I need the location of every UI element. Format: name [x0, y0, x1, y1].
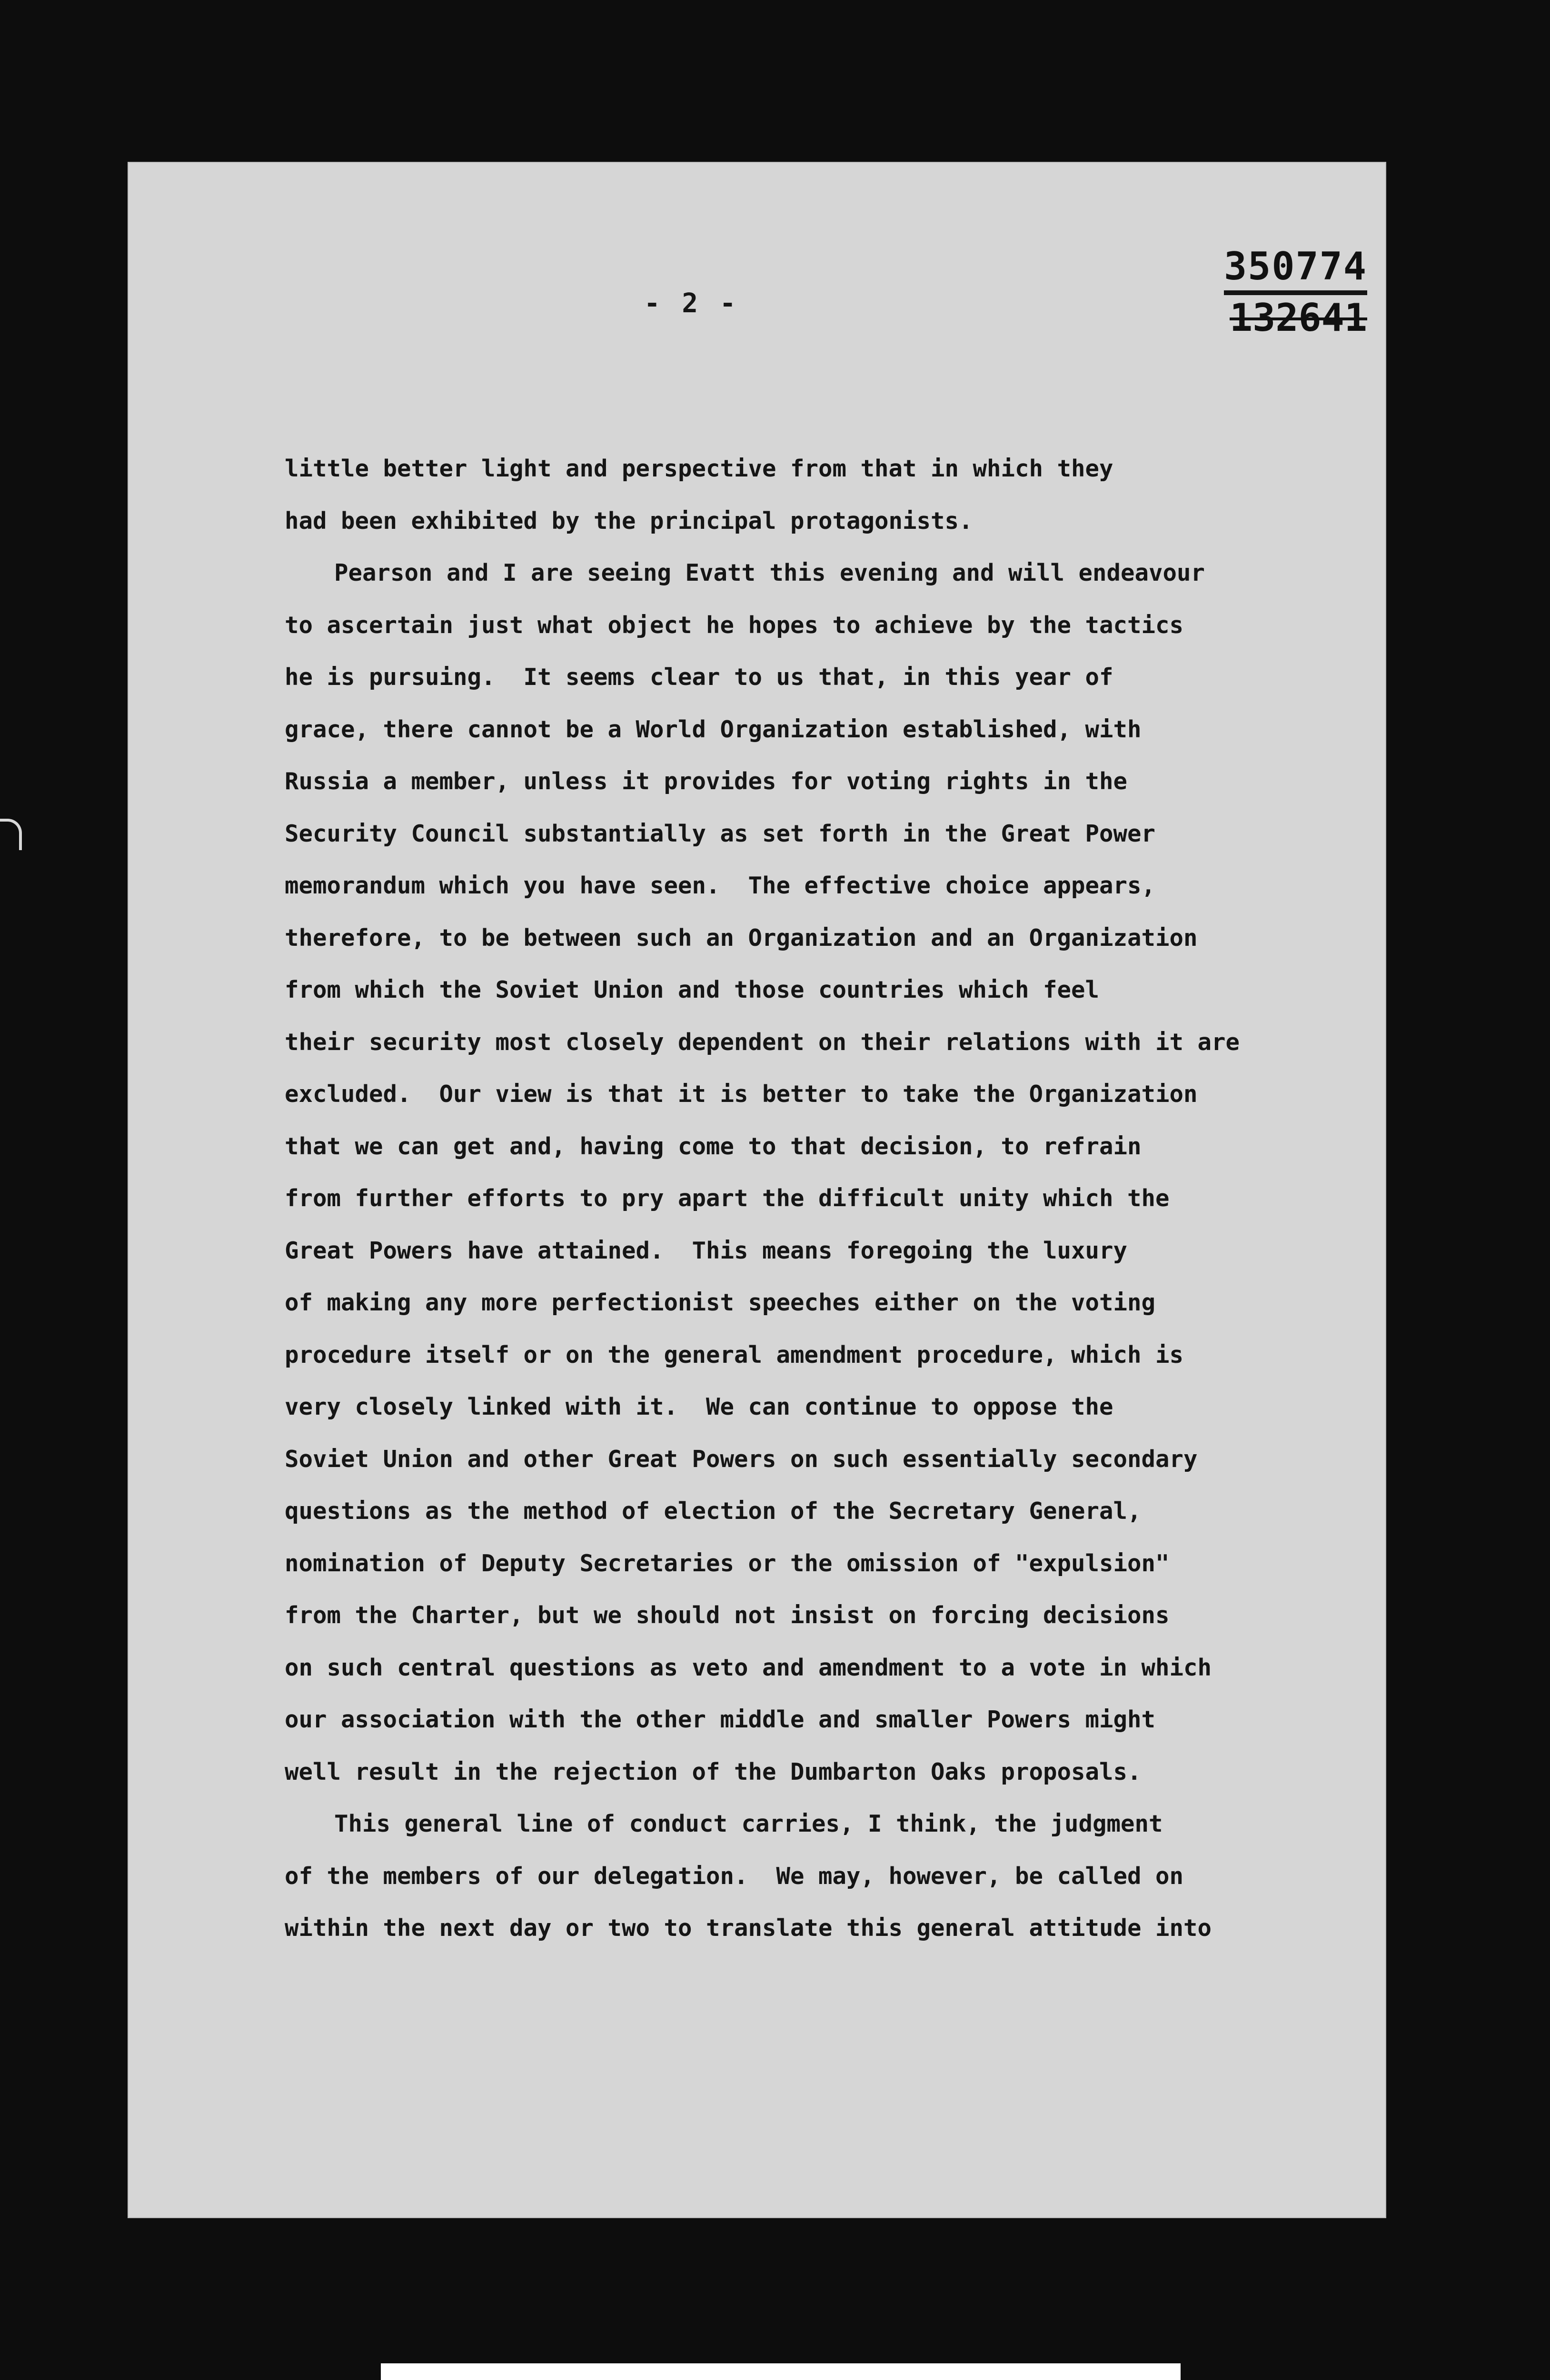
- text-line: that we can get and, having come to that decision, to refrain: [285, 1132, 1142, 1160]
- citation-label: [381, 2363, 1181, 2380]
- text-line: questions as the method of election of the Secretary General,: [285, 1497, 1142, 1525]
- text-line: Russia a member, unless it provides for voting rights in the: [285, 768, 1128, 795]
- stamp-old-number: 132641: [1230, 296, 1367, 340]
- text-line: therefore, to be between such an Organization and an Organization: [285, 924, 1198, 952]
- text-line: nomination of Deputy Secretaries or the omission of "expulsion": [285, 1549, 1170, 1577]
- text-line: of making any more perfectionist speeches either on the voting: [285, 1289, 1156, 1316]
- archive-stamp: [1224, 244, 1367, 340]
- text-line: from the Charter, but we should not insist on forcing decisions: [285, 1602, 1170, 1629]
- text-line: memorandum which you have seen. The effective choice appears,: [285, 872, 1156, 899]
- text-line: little better light and perspective from that in which they: [285, 455, 1113, 482]
- stamp-number: 350774: [1224, 248, 1367, 295]
- text-line: Great Powers have attained. This means foregoing the luxury: [285, 1237, 1128, 1264]
- text-line: grace, there cannot be a World Organization established, with: [285, 715, 1142, 743]
- text-line: from which the Soviet Union and those countries which feel: [285, 976, 1100, 1003]
- text-line: Pearson and I are seeing Evatt this evening and will endeavour: [334, 559, 1205, 586]
- text-line: of the members of our delegation. We may, however, be called on: [285, 1862, 1184, 1890]
- text-line: our association with the other middle and smaller Powers might: [285, 1706, 1156, 1733]
- document-page: [128, 162, 1386, 2218]
- text-line: This general line of conduct carries, I think, the judgment: [334, 1810, 1163, 1837]
- text-line: their security most closely dependent on their relations with it are: [285, 1028, 1240, 1056]
- text-line: Security Council substantially as set forth in the Great Power: [285, 820, 1156, 847]
- text-line: Soviet Union and other Great Powers on such essentially secondary: [285, 1445, 1198, 1473]
- text-line: had been exhibited by the principal protagonists.: [285, 507, 973, 535]
- film-edge-mark: [0, 819, 22, 850]
- text-line: to ascertain just what object he hopes to achieve by the tactics: [285, 611, 1184, 639]
- text-line: procedure itself or on the general amendment procedure, which is: [285, 1341, 1184, 1368]
- text-line: he is pursuing. It seems clear to us that, in this year of: [285, 664, 1113, 691]
- text-line: very closely linked with it. We can continue to oppose the: [285, 1393, 1113, 1420]
- text-line: on such central questions as veto and amendment to a vote in which: [285, 1654, 1212, 1681]
- page-number: - 2 -: [644, 288, 739, 319]
- text-line: within the next day or two to translate this general attitude into: [285, 1914, 1212, 1942]
- text-line: from further efforts to pry apart the difficult unity which the: [285, 1185, 1170, 1212]
- page-specks: [308, 371, 337, 447]
- text-line: excluded. Our view is that it is better to take the Organization: [285, 1081, 1198, 1108]
- text-line: well result in the rejection of the Dumbarton Oaks proposals.: [285, 1758, 1142, 1785]
- letter-body: [285, 443, 1370, 1954]
